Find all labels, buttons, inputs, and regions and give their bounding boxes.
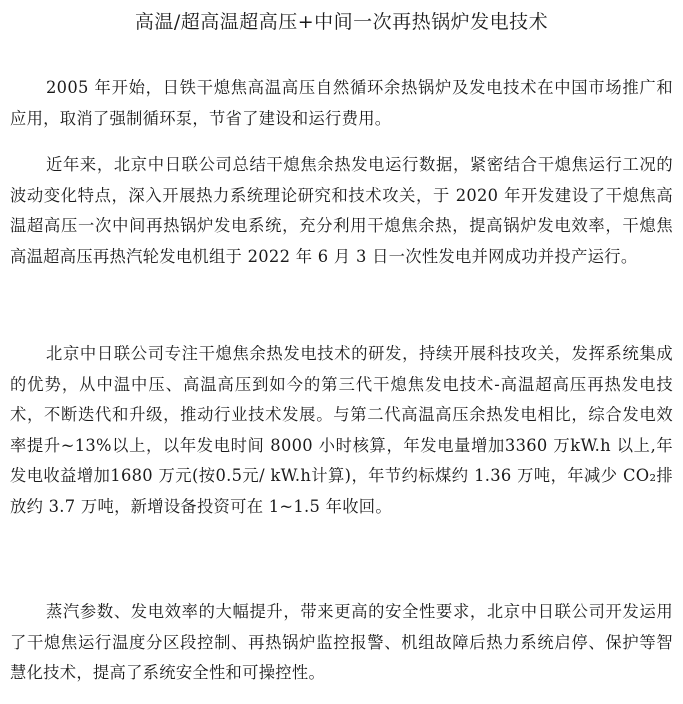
document-title: 高温/超高温超高压+中间一次再热锅炉发电技术	[134, 11, 549, 33]
paragraph-benefits: 北京中日联公司专注干熄焦余热发电技术的研发，持续开展科技攻关，发挥系统集成的优势，从中温中压、高温高压到如今的第三代干熄焦发电技术-高温超高压再热发电技术，不断迭代和升级，推动行业技术发展。与第二代高温高压余热发电相比，综合发电效率提升~13%以上，以年发电时间 8000 小时核算，年发电量增加3360 万kW.h 以上,年发电收益增加1680 万元(按0.5元/ kW.h计算)，年节约标煤约 1.36 万吨，年减少 CO₂排放约 3.7 万吨，新增设备投资可在 1~1.5 年收回。	[10, 344, 673, 516]
paragraph-safety: 蒸汽参数、发电效率的大幅提升，带来更高的安全性要求，北京中日联公司开发运用了干熄焦运行温度分区段控制、再热锅炉监控报警、机组故障后热力系统启停、保护等智慧化技术，提高了系统安全性和可操控性。	[10, 602, 673, 683]
paragraph-history: 2005 年开始，日铁干熄焦高温高压自然循环余热锅炉及发电技术在中国市场推广和应用，取消了强制循环泵，节省了建设和运行费用。	[10, 78, 673, 128]
paragraph-development: 近年来，北京中日联公司总结干熄焦余热发电运行数据，紧密结合干熄焦运行工况的波动变化特点，深入开展热力系统理论研究和技术攻关，于 2020 年开发建设了干熄焦高温超高压一次中间再热锅炉发电系统，充分利用干熄焦余热，提高锅炉发电效率，干熄焦高温超高压再热汽轮发电机组于 2022 年 6 月 3 日一次性发电并网成功并投产运行。	[10, 155, 673, 266]
